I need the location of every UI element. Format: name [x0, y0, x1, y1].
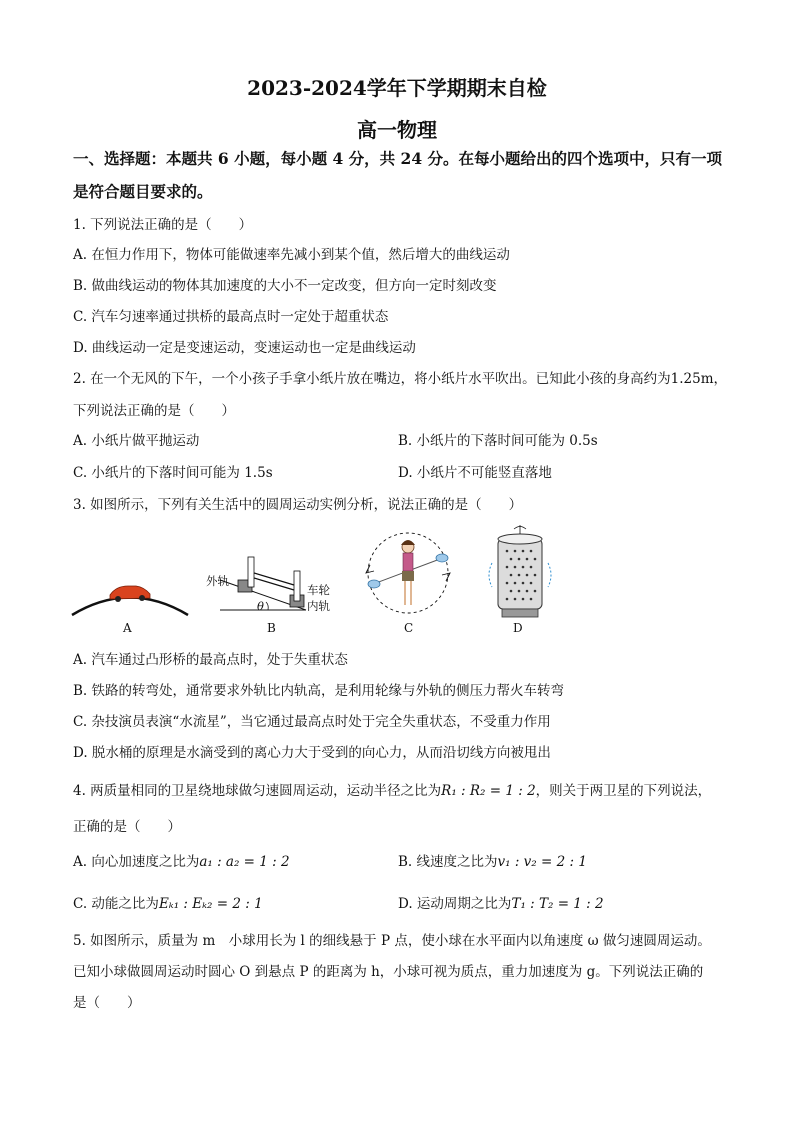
q3-figure — [70, 525, 560, 640]
q4-option-a-text: A. 向心加速度之比为 — [73, 854, 200, 870]
q5-stem-line1: 5. 如图所示，质量为 m 小球用长为 l 的细线悬于 P 点，使小球在水平面内以角速度 ω 做匀速圆周运动。 — [73, 933, 711, 949]
figure-b-outer-rail-label: 外轨 — [206, 574, 229, 588]
q5-stem-line2: 已知小球做圆周运动时圆心 O 到悬点 P 的距离为 h，小球可视为质点，重力加速度为 g。下列说法正确的 — [73, 964, 704, 980]
figure-d-caption: D — [513, 621, 523, 635]
exam-title: 2023-2024学年下学期期末自检 — [247, 76, 547, 100]
figure-b-theta-label: θ — [257, 599, 264, 613]
q3-option-b: B. 铁路的转弯处，通常要求外轨比内轨高，是利用轮缘与外轨的侧压力帮火车转弯 — [73, 683, 565, 699]
q5-stem-line3: 是（ ） — [73, 995, 141, 1011]
q2-option-c: C. 小纸片的下落时间可能为 1.5s — [73, 465, 273, 481]
q1-option-b: B. 做曲线运动的物体其加速度的大小不一定改变，但方向一定时刻改变 — [73, 278, 497, 294]
q4-option-b — [398, 853, 587, 871]
q4-option-d-ratio: T₁ : T₂ = 1 : 2 — [511, 896, 604, 912]
figure-a-bridge — [72, 586, 188, 615]
figure-d-dryer-drum — [489, 525, 551, 617]
q4-option-b-text: B. 线速度之比为 — [398, 854, 498, 870]
q4-option-a — [73, 853, 290, 871]
q4-option-c-text: C. 动能之比为 — [73, 896, 159, 912]
q4-stem-line1 — [73, 782, 711, 800]
q4-option-d — [398, 895, 604, 913]
exam-subject: 高一物理 — [357, 118, 437, 142]
figure-a-caption: A — [123, 621, 132, 635]
section-heading-line1: 一、选择题：本题共 6 小题，每小题 4 分，共 24 分。在每小题给出的四个选项中，只有一项 — [73, 149, 723, 168]
figure-b-caption: B — [267, 621, 276, 635]
q4-option-b-ratio: v₁ : v₂ = 2 : 1 — [497, 854, 587, 870]
q4-stem-line2: 正确的是（ ） — [73, 819, 181, 835]
q4-stem-ratio: R₁ : R₂ = 1 : 2 — [441, 783, 536, 799]
figure-c-water-meteor — [366, 533, 450, 613]
section-heading-line2: 是符合题目要求的。 — [73, 182, 213, 201]
q4-option-a-ratio: a₁ : a₂ = 1 : 2 — [199, 854, 290, 870]
q3-option-a: A. 汽车通过凸形桥的最高点时，处于失重状态 — [73, 652, 348, 668]
figure-b-wheel-label: 车轮 — [307, 583, 330, 597]
q1-option-c: C. 汽车匀速率通过拱桥的最高点时一定处于超重状态 — [73, 309, 389, 325]
figure-b-inner-rail-label: 内轨 — [307, 599, 330, 613]
q4-stem-pre: 4. 两质量相同的卫星绕地球做匀速圆周运动，运动半径之比为 — [73, 783, 442, 799]
q4-option-c-ratio: Eₖ₁ : Eₖ₂ = 2 : 1 — [158, 896, 263, 912]
q1-option-d: D. 曲线运动一定是变速运动，变速运动也一定是曲线运动 — [73, 340, 416, 356]
q2-stem-line1: 2. 在一个无风的下午，一个小孩子手拿小纸片放在嘴边，将小纸片水平吹出。已知此小孩的身高约为1.25m， — [73, 371, 728, 387]
q1-option-a: A. 在恒力作用下，物体可能做速率先减小到某个值，然后增大的曲线运动 — [73, 247, 510, 263]
q3-option-d: D. 脱水桶的原理是水滴受到的离心力大于受到的向心力，从而沿切线方向被甩出 — [73, 745, 551, 761]
q2-option-d: D. 小纸片不可能竖直落地 — [398, 465, 552, 481]
q4-stem-post: ，则关于两卫星的下列说法， — [535, 783, 712, 799]
q2-option-a: A. 小纸片做平抛运动 — [73, 433, 200, 449]
q1-stem: 1. 下列说法正确的是（ ） — [73, 217, 253, 233]
q3-option-c: C. 杂技演员表演“水流星”，当它通过最高点时处于完全失重状态，不受重力作用 — [73, 714, 551, 730]
q3-stem: 3. 如图所示，下列有关生活中的圆周运动实例分析，说法正确的是（ ） — [73, 497, 523, 513]
figure-c-caption: C — [404, 621, 414, 635]
q4-option-c — [73, 895, 263, 913]
q4-option-d-text: D. 运动周期之比为 — [398, 896, 512, 912]
q2-stem-line2: 下列说法正确的是（ ） — [73, 403, 235, 419]
q2-option-b: B. 小纸片的下落时间可能为 0.5s — [398, 433, 598, 449]
